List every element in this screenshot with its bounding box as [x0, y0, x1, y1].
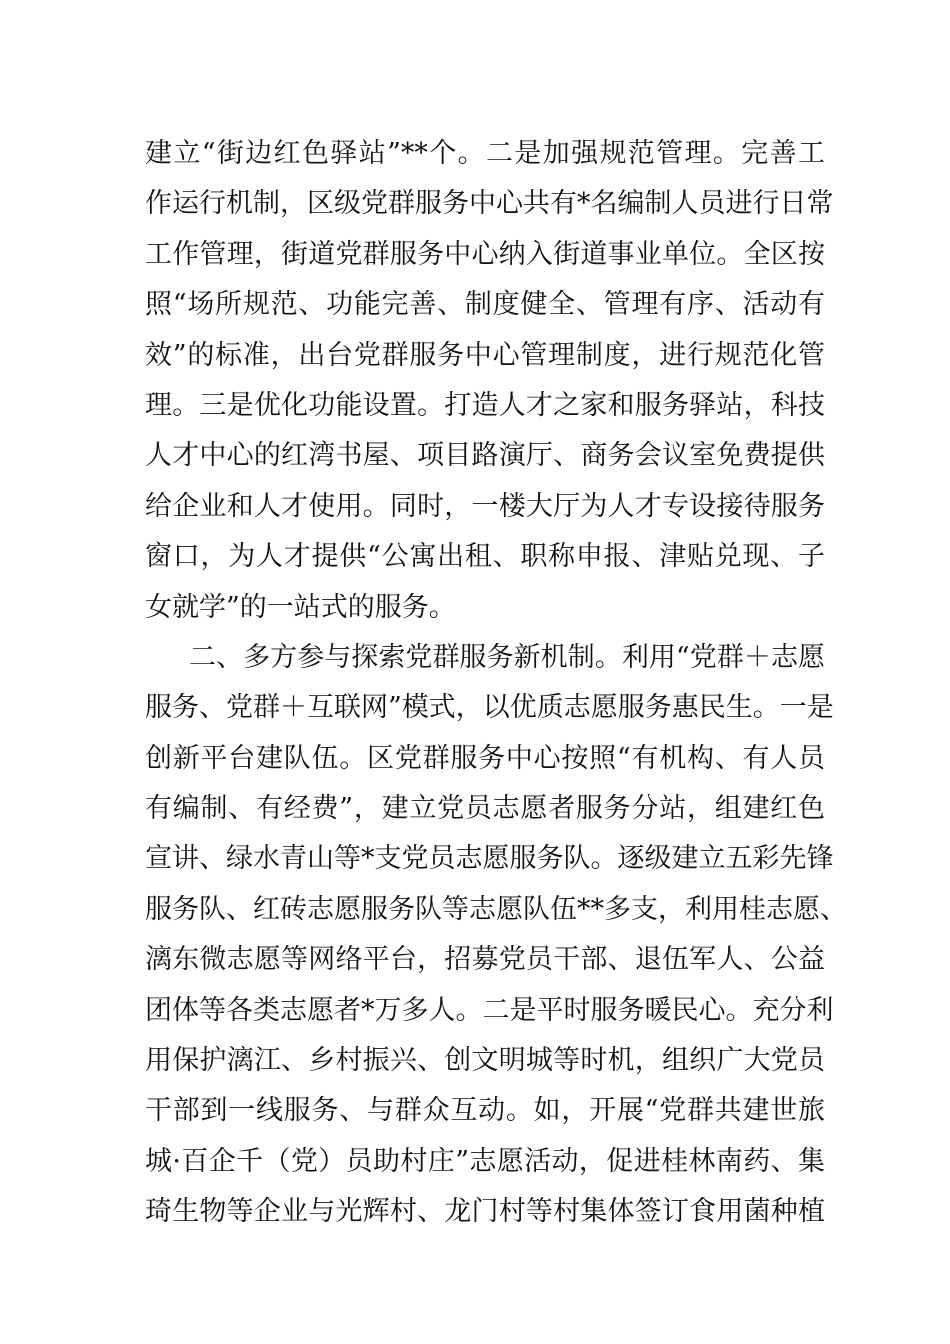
text-line: 效”的标准，出台党群服务中心管理制度，进行规范化管	[145, 339, 825, 371]
text-line: 漓东微志愿等网络平台，招募党员干部、退伍军人、公益	[145, 944, 825, 976]
text-line: 琦生物等企业与光辉村、龙门村等村集体签订食用菌种植	[145, 1196, 825, 1228]
text-line: 团体等各类志愿者*万多人。二是平时服务暖民心。充分利	[145, 994, 834, 1026]
text-line: 宣讲、绿水青山等*支党员志愿服务队。逐级建立五彩先锋	[145, 843, 834, 875]
section-heading-line: 二、多方参与探索党群服务新机制。利用“党群＋志愿	[189, 641, 825, 673]
text-line: 建立“街边红色驿站”**个。二是加强规范管理。完善工	[145, 138, 825, 169]
text-line: 给企业和人才使用。同时，一楼大厅为人才专设接待服务	[145, 490, 825, 522]
body-text	[145, 129, 847, 1238]
paragraph-end-line: 女就学”的一站式的服务。	[145, 591, 456, 623]
text-line: 理。三是优化功能设置。打造人才之家和服务驿站，科技	[145, 389, 825, 421]
text-line: 服务、党群＋互联网”模式，以优质志愿服务惠民生。一是	[145, 692, 834, 724]
text-line: 工作管理，街道党群服务中心纳入街道事业单位。全区按	[145, 238, 825, 270]
text-line: 服务队、红砖志愿服务队等志愿队伍**多支，利用桂志愿、	[145, 893, 847, 925]
text-line: 照“场所规范、功能完善、制度健全、管理有序、活动有	[145, 289, 825, 321]
text-line: 有编制、有经费”，建立党员志愿者服务分站，组建红色	[145, 793, 825, 825]
text-line: 作运行机制，区级党群服务中心共有*名编制人员进行日常	[145, 188, 834, 220]
text-line: 用保护漓江、乡村振兴、创文明城等时机，组织广大党员	[145, 1045, 825, 1077]
text-line: 窗口，为人才提供“公寓出租、职称申报、津贴兑现、子	[145, 541, 825, 573]
text-line: 人才中心的红湾书屋、项目路演厅、商务会议室免费提供	[145, 440, 825, 472]
text-line: 干部到一线服务、与群众互动。如，开展“党群共建世旅	[145, 1095, 825, 1127]
text-line: 创新平台建队伍。区党群服务中心按照“有机构、有人员	[145, 742, 825, 774]
text-line: 城·百企千（党）员助村庄”志愿活动，促进桂林南药、集	[145, 1145, 825, 1177]
